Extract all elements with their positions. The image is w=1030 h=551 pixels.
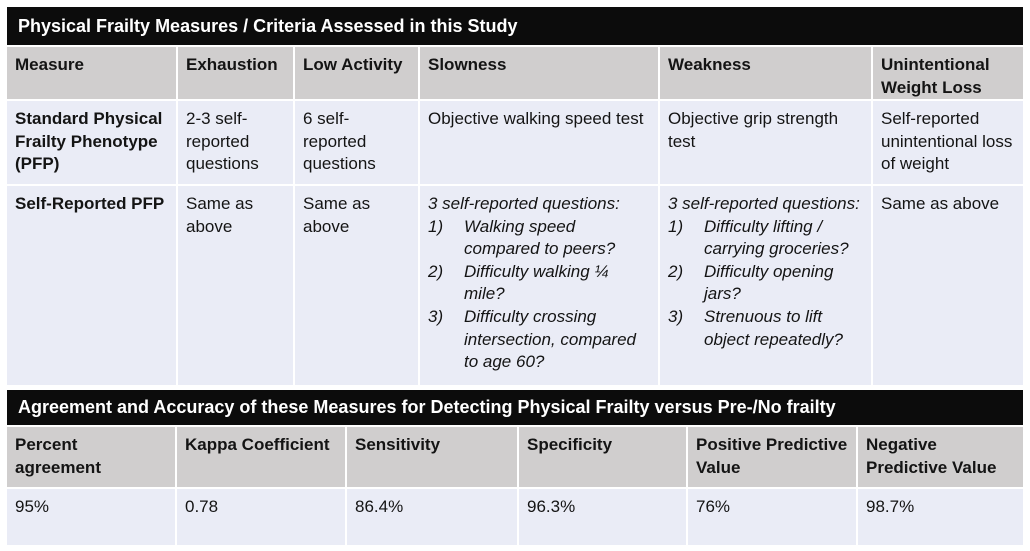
table2-title: Agreement and Accuracy of these Measures for Detecting Physical Frailty versus Pre-/No frailty xyxy=(18,397,836,417)
weakness-question-3-text: Strenuous to lift object repeatedly? xyxy=(704,307,843,349)
table2-col-kappa: Kappa Coefficient xyxy=(177,427,345,487)
table2-title-bar xyxy=(7,390,1023,425)
table2-col-npv: Negative Predictive Value xyxy=(858,427,1023,487)
weakness-question-2-text: Difficulty opening jars? xyxy=(704,261,834,304)
weakness-question-1-text: Difficulty lifting / carrying groceries? xyxy=(704,216,849,259)
table2-col-sensitivity: Sensitivity xyxy=(347,427,517,487)
cell-selfreport-exhaustion: Same as above xyxy=(178,186,293,385)
cell-selfreport-low-activity: Same as above xyxy=(295,186,418,385)
weakness-question-1 xyxy=(668,216,863,261)
table2-col-percent-agreement: Percent agreement xyxy=(7,427,175,487)
table1-col-measure: Measure xyxy=(7,47,176,99)
list-marker: 3) xyxy=(428,307,444,327)
value-npv: 98.7% xyxy=(858,489,1023,545)
cell-standard-pfp-slowness: Objective walking speed test xyxy=(420,101,658,184)
cell-selfreport-weakness xyxy=(660,186,871,385)
value-sensitivity: 86.4% xyxy=(347,489,517,545)
slowness-question-1 xyxy=(428,216,650,261)
slowness-question-2-text: Difficulty walking ¼ mile? xyxy=(464,261,609,304)
value-specificity: 96.3% xyxy=(519,489,686,545)
slowness-question-3 xyxy=(428,306,650,374)
cell-standard-pfp-exhaustion: 2-3 self-reported questions xyxy=(178,101,293,184)
table1-col-exhaustion: Exhaustion xyxy=(178,47,293,99)
weakness-questions-intro: 3 self-reported questions: xyxy=(668,194,860,213)
value-percent-agreement: 95% xyxy=(7,489,175,545)
list-marker: 1) xyxy=(668,216,684,236)
table1-col-slowness: Slowness xyxy=(420,47,658,99)
table1-col-weakness: Weakness xyxy=(660,47,871,99)
list-marker: 2) xyxy=(668,261,684,281)
table1-col-low-activity: Low Activity xyxy=(295,47,418,99)
value-ppv: 76% xyxy=(688,489,856,545)
table1-row-standard-pfp xyxy=(7,101,1023,184)
slowness-question-2 xyxy=(428,261,650,306)
slowness-question-3-text: Difficulty crossing intersection, compared to age 60? xyxy=(464,307,636,372)
cell-selfreport-measure: Self-Reported PFP xyxy=(7,186,176,385)
table2-values-row xyxy=(7,489,1023,545)
cell-standard-pfp-measure: Standard Physical Frailty Phenotype (PFP) xyxy=(7,101,176,184)
list-marker: 1) xyxy=(428,216,444,236)
cell-standard-pfp-weakness: Objective grip strength test xyxy=(660,101,871,184)
table1-title-bar xyxy=(7,7,1023,45)
slowness-question-1-text: Walking speed compared to peers? xyxy=(464,216,616,259)
table2-col-ppv: Positive Predictive Value xyxy=(688,427,856,487)
table1-col-weight-loss: Unintentional Weight Loss xyxy=(873,47,1023,99)
table2-col-specificity: Specificity xyxy=(519,427,686,487)
cell-standard-pfp-low-activity: 6 self-reported questions xyxy=(295,101,418,184)
list-marker: 3) xyxy=(668,307,684,327)
cell-selfreport-slowness xyxy=(420,186,658,385)
cell-selfreport-weight-loss: Same as above xyxy=(873,186,1023,385)
table1-header-row xyxy=(7,47,1023,99)
cell-standard-pfp-weight-loss: Self-reported unintentional loss of weight xyxy=(873,101,1023,184)
weakness-question-3 xyxy=(668,306,863,351)
table1-row-self-reported-pfp xyxy=(7,186,1023,385)
slowness-questions-intro: 3 self-reported questions: xyxy=(428,194,620,213)
table1-title: Physical Frailty Measures / Criteria Assessed in this Study xyxy=(18,15,518,36)
list-marker: 2) xyxy=(428,261,444,281)
weakness-question-2 xyxy=(668,261,863,306)
value-kappa: 0.78 xyxy=(177,489,345,545)
table2-header-row xyxy=(7,427,1023,487)
